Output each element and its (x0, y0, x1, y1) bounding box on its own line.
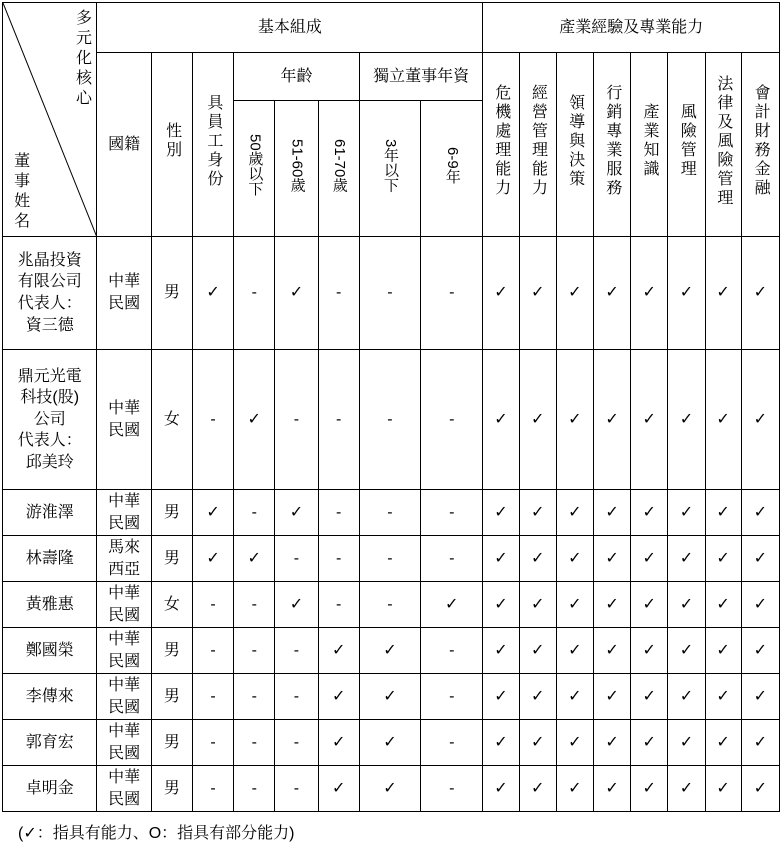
basic-mark-cell: ✓ (359, 628, 420, 674)
table-body (3, 3, 780, 812)
basic-mark-cell: - (234, 766, 275, 812)
nationality-cell (97, 674, 151, 720)
basic-mark-cell: - (318, 350, 359, 490)
skill-mark-cell: ✓ (668, 766, 705, 812)
skill-mark-cell: ✓ (631, 628, 668, 674)
skill-mark-cell: ✓ (741, 674, 779, 720)
skill-mark-cell: ✓ (705, 237, 741, 350)
table-row (3, 536, 780, 582)
director-name-cell (3, 350, 97, 490)
basic-mark-cell: - (318, 237, 359, 350)
basic-mark-cell: - (421, 490, 483, 536)
skill-mark-cell: ✓ (593, 237, 630, 350)
skill-mark-cell: ✓ (519, 536, 556, 582)
skill-mark-cell: ✓ (483, 350, 519, 490)
basic-mark-cell: - (234, 237, 275, 350)
age-group-header: 年齡 (234, 53, 360, 101)
skill-mark-cell: ✓ (593, 674, 630, 720)
skill-mark-cell: ✓ (631, 674, 668, 720)
basic-mark-cell: - (421, 536, 483, 582)
nationality-cell (97, 237, 151, 350)
skill-mark-cell: ✓ (741, 490, 779, 536)
corner-top-label: 多元化核心 (73, 9, 91, 109)
skill-header-5: 產業知識 (631, 53, 668, 237)
basic-mark-cell: - (192, 628, 233, 674)
skill-mark-cell: ✓ (483, 536, 519, 582)
header-row-2 (3, 53, 780, 101)
skill-mark-cell: ✓ (519, 720, 556, 766)
table-row (3, 237, 780, 350)
skill-mark-cell: ✓ (519, 490, 556, 536)
nationality-line: 中華 (108, 273, 141, 291)
basic-mark-cell: ✓ (421, 582, 483, 628)
skill-mark-cell: ✓ (593, 350, 630, 490)
skill-mark-cell: ✓ (519, 766, 556, 812)
director-name-line: 黃雅惠 (25, 595, 74, 613)
skill-mark-cell: ✓ (705, 350, 741, 490)
basic-mark-cell: - (359, 350, 420, 490)
skill-header-2: 經營管理能力 (519, 53, 556, 237)
corner-header-cell (3, 3, 97, 237)
director-name-cell (3, 674, 97, 720)
skill-mark-cell: ✓ (593, 628, 630, 674)
skill-mark-cell: ✓ (556, 720, 593, 766)
skill-mark-cell: ✓ (519, 237, 556, 350)
director-name-line: 代表人： (17, 295, 82, 312)
basic-mark-cell: ✓ (318, 766, 359, 812)
skill-mark-cell: ✓ (705, 582, 741, 628)
skill-mark-cell: ✓ (483, 490, 519, 536)
nationality-line: 民國 (108, 514, 141, 532)
tenure-group-header: 獨立董事年資 (359, 53, 483, 101)
basic-mark-cell: - (192, 582, 233, 628)
director-name-cell (3, 582, 97, 628)
basic-mark-cell: - (318, 582, 359, 628)
nationality-cell (97, 628, 151, 674)
skill-mark-cell: ✓ (741, 350, 779, 490)
gender-header: 性別 (151, 53, 192, 237)
nationality-line: 民國 (108, 790, 141, 808)
basic-mark-cell: ✓ (275, 237, 318, 350)
director-name-line: 代表人： (17, 432, 82, 450)
director-name-line: 鼎元光電 (17, 367, 82, 385)
age-51-60-header: 51-60歲 (275, 101, 318, 237)
skill-mark-cell: ✓ (519, 582, 556, 628)
director-name-line: 有限公司 (17, 273, 82, 291)
nationality-line: 民國 (108, 421, 141, 439)
gender-cell: 女 (151, 350, 192, 490)
skill-mark-cell: ✓ (668, 350, 705, 490)
basic-mark-cell: ✓ (234, 350, 275, 490)
basic-mark-cell: - (275, 766, 318, 812)
nationality-line: 中華 (108, 492, 141, 510)
age-under-50-header: 50歲以下 (234, 101, 275, 237)
skill-mark-cell: ✓ (556, 582, 593, 628)
nationality-cell (97, 490, 151, 536)
skill-mark-cell: ✓ (631, 490, 668, 536)
nationality-line: 民國 (108, 744, 141, 762)
nationality-line: 中華 (108, 676, 141, 694)
basic-mark-cell: - (234, 490, 275, 536)
skill-mark-cell: ✓ (519, 628, 556, 674)
skill-mark-cell: ✓ (631, 720, 668, 766)
basic-mark-cell: - (421, 237, 483, 350)
employee-header: 具員工身份 (192, 53, 233, 237)
nationality-line: 中華 (108, 630, 141, 648)
skill-mark-cell: ✓ (631, 350, 668, 490)
skill-mark-cell: ✓ (741, 582, 779, 628)
basic-mark-cell: - (275, 536, 318, 582)
director-name-cell (3, 628, 97, 674)
basic-mark-cell: - (318, 536, 359, 582)
basic-mark-cell: - (234, 674, 275, 720)
skill-mark-cell: ✓ (483, 720, 519, 766)
skill-mark-cell: ✓ (631, 582, 668, 628)
header-row-1 (3, 3, 780, 53)
director-name-line: 郭育宏 (25, 733, 74, 751)
skill-mark-cell: ✓ (593, 536, 630, 582)
group-basic-header: 基本組成 (97, 3, 483, 53)
skill-mark-cell: ✓ (705, 674, 741, 720)
director-name-line: 李傳來 (25, 687, 74, 705)
basic-mark-cell: - (275, 628, 318, 674)
basic-mark-cell: ✓ (359, 720, 420, 766)
skill-mark-cell: ✓ (631, 766, 668, 812)
skill-mark-cell: ✓ (668, 536, 705, 582)
skill-mark-cell: ✓ (556, 490, 593, 536)
basic-mark-cell: - (275, 674, 318, 720)
table-row (3, 766, 780, 812)
skill-mark-cell: ✓ (741, 536, 779, 582)
basic-mark-cell: ✓ (318, 720, 359, 766)
basic-mark-cell: - (359, 490, 420, 536)
skill-mark-cell: ✓ (741, 720, 779, 766)
skill-mark-cell: ✓ (668, 720, 705, 766)
skill-mark-cell: ✓ (519, 674, 556, 720)
director-name-line: 林壽隆 (25, 549, 74, 567)
basic-mark-cell: - (275, 350, 318, 490)
skill-mark-cell: ✓ (741, 628, 779, 674)
skill-mark-cell: ✓ (668, 582, 705, 628)
skill-mark-cell: ✓ (705, 628, 741, 674)
nationality-line: 馬來 (108, 538, 141, 556)
skill-mark-cell: ✓ (705, 720, 741, 766)
skill-header-7: 法律及風險管理 (705, 53, 741, 237)
gender-cell: 男 (151, 720, 192, 766)
skill-mark-cell: ✓ (556, 628, 593, 674)
skill-mark-cell: ✓ (741, 766, 779, 812)
nationality-line: 民國 (108, 606, 141, 624)
nationality-header: 國籍 (97, 53, 151, 237)
director-name-line: 邱美玲 (25, 453, 74, 471)
skill-mark-cell: ✓ (593, 490, 630, 536)
nationality-line: 中華 (108, 768, 141, 786)
tenure-under-3-header: 3年以下 (359, 101, 420, 237)
gender-cell: 男 (151, 674, 192, 720)
table-row (3, 674, 780, 720)
basic-mark-cell: ✓ (359, 674, 420, 720)
director-name-line: 資三德 (25, 316, 74, 334)
skill-mark-cell: ✓ (556, 350, 593, 490)
skill-mark-cell: ✓ (705, 766, 741, 812)
director-name-line: 科技(股) (20, 389, 80, 407)
basic-mark-cell: ✓ (359, 766, 420, 812)
nationality-line: 中華 (108, 584, 141, 602)
skill-mark-cell: ✓ (483, 582, 519, 628)
skill-header-1: 危機處理能力 (483, 53, 519, 237)
nationality-line: 中華 (108, 722, 141, 740)
skill-mark-cell: ✓ (741, 237, 779, 350)
nationality-cell (97, 766, 151, 812)
gender-cell: 女 (151, 582, 192, 628)
skill-mark-cell: ✓ (668, 490, 705, 536)
gender-cell: 男 (151, 536, 192, 582)
nationality-cell (97, 720, 151, 766)
group-industry-header: 產業經驗及專業能力 (483, 3, 780, 53)
basic-mark-cell: - (234, 720, 275, 766)
skill-mark-cell: ✓ (593, 582, 630, 628)
table-row (3, 628, 780, 674)
nationality-line: 中華 (108, 399, 141, 417)
nationality-line: 民國 (108, 698, 141, 716)
nationality-cell (97, 582, 151, 628)
table-row (3, 582, 780, 628)
basic-mark-cell: ✓ (318, 674, 359, 720)
basic-mark-cell: ✓ (275, 582, 318, 628)
skill-mark-cell: ✓ (593, 720, 630, 766)
nationality-cell (97, 536, 151, 582)
nationality-line: 民國 (108, 295, 141, 312)
corner-bottom-label: 董事姓名 (11, 152, 29, 232)
basic-mark-cell: - (421, 766, 483, 812)
basic-mark-cell: ✓ (234, 536, 275, 582)
skill-mark-cell: ✓ (668, 674, 705, 720)
skill-header-8: 會計財務金融 (741, 53, 779, 237)
board-diversity-table (2, 2, 780, 812)
nationality-line: 民國 (108, 652, 141, 670)
skill-mark-cell: ✓ (593, 766, 630, 812)
skill-header-3: 領導與決策 (556, 53, 593, 237)
basic-mark-cell: - (192, 674, 233, 720)
director-name-line: 卓明金 (25, 779, 74, 797)
skill-mark-cell: ✓ (483, 766, 519, 812)
basic-mark-cell: - (359, 237, 420, 350)
basic-mark-cell: - (421, 674, 483, 720)
skill-header-4: 行銷專業服務 (593, 53, 630, 237)
skill-mark-cell: ✓ (631, 536, 668, 582)
skill-mark-cell: ✓ (705, 536, 741, 582)
director-name-line: 游淮澤 (25, 503, 74, 521)
skill-mark-cell: ✓ (668, 237, 705, 350)
basic-mark-cell: - (359, 582, 420, 628)
basic-mark-cell: - (234, 582, 275, 628)
director-name-line: 公司 (33, 410, 66, 428)
basic-mark-cell: ✓ (318, 628, 359, 674)
skill-mark-cell: ✓ (483, 674, 519, 720)
director-name-line: 鄭國榮 (25, 641, 74, 659)
basic-mark-cell: - (192, 766, 233, 812)
skill-header-6: 風險管理 (668, 53, 705, 237)
skill-mark-cell: ✓ (668, 628, 705, 674)
gender-cell: 男 (151, 766, 192, 812)
basic-mark-cell: - (421, 628, 483, 674)
skill-mark-cell: ✓ (705, 490, 741, 536)
director-name-cell (3, 720, 97, 766)
skill-mark-cell: ✓ (556, 674, 593, 720)
nationality-cell (97, 350, 151, 490)
skill-mark-cell: ✓ (556, 237, 593, 350)
basic-mark-cell: - (421, 350, 483, 490)
basic-mark-cell: - (359, 536, 420, 582)
basic-mark-cell: - (192, 350, 233, 490)
age-61-70-header: 61-70歲 (318, 101, 359, 237)
basic-mark-cell: - (192, 720, 233, 766)
skill-mark-cell: ✓ (556, 766, 593, 812)
basic-mark-cell: ✓ (275, 490, 318, 536)
nationality-line: 西亞 (108, 560, 141, 578)
footnote: (✓：指具有能力、O：指具有部分能力) (18, 825, 295, 842)
table-row (3, 720, 780, 766)
table-row (3, 490, 780, 536)
skill-mark-cell: ✓ (556, 536, 593, 582)
tenure-6-9-header: 6-9年 (421, 101, 483, 237)
director-name-cell (3, 766, 97, 812)
skill-mark-cell: ✓ (631, 237, 668, 350)
gender-cell: 男 (151, 237, 192, 350)
basic-mark-cell: ✓ (192, 536, 233, 582)
skill-mark-cell: ✓ (519, 350, 556, 490)
director-name-line: 兆晶投資 (17, 251, 82, 269)
basic-mark-cell: ✓ (192, 490, 233, 536)
director-name-cell (3, 536, 97, 582)
basic-mark-cell: - (421, 720, 483, 766)
basic-mark-cell: ✓ (192, 237, 233, 350)
basic-mark-cell: - (318, 490, 359, 536)
skill-mark-cell: ✓ (483, 237, 519, 350)
gender-cell: 男 (151, 628, 192, 674)
director-name-cell (3, 490, 97, 536)
table-row (3, 350, 780, 490)
basic-mark-cell: - (275, 720, 318, 766)
skill-mark-cell: ✓ (483, 628, 519, 674)
gender-cell: 男 (151, 490, 192, 536)
director-name-cell (3, 237, 97, 350)
basic-mark-cell: - (234, 628, 275, 674)
